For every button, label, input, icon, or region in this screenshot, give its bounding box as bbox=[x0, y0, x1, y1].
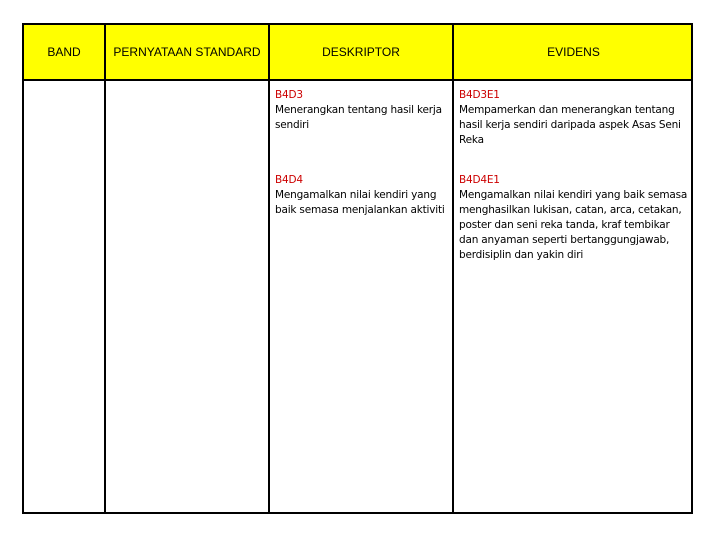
deskriptor-cell bbox=[275, 173, 447, 218]
evidens-text: Mempamerkan dan menerangkan tentang hasil kerja sendiri daripada aspek Asas Seni Reka bbox=[459, 104, 681, 146]
evidens-text: Mengamalkan nilai kendiri yang baik semasa menghasilkan lukisan, catan, arca, cetakan, poster dan seni reka tanda, kraf tembikar dan anyaman seperti bertanggungjawab, berdisiplin dan yakin diri bbox=[459, 189, 688, 261]
header-band: BAND bbox=[47, 45, 81, 59]
evidens-cell bbox=[459, 88, 691, 148]
evidens-code: B4D3E1 bbox=[459, 89, 500, 101]
deskriptor-code: B4D3 bbox=[275, 89, 303, 101]
deskriptor-code: B4D4 bbox=[275, 174, 303, 186]
header-evidens: EVIDENS bbox=[547, 45, 600, 59]
deskriptor-cell bbox=[275, 88, 447, 133]
column-divider bbox=[268, 25, 270, 512]
evidens-cell bbox=[459, 173, 691, 263]
header-deskriptor: DESKRIPTOR bbox=[322, 45, 400, 59]
column-divider bbox=[452, 25, 454, 512]
header-pernyataan-standard: PERNYATAAN STANDARD bbox=[113, 45, 261, 59]
deskriptor-text: Mengamalkan nilai kendiri yang baik semasa menjalankan aktiviti bbox=[275, 189, 445, 216]
column-divider bbox=[104, 25, 106, 512]
deskriptor-text: Menerangkan tentang hasil kerja sendiri bbox=[275, 104, 442, 131]
standard-table bbox=[22, 23, 693, 514]
evidens-code: B4D4E1 bbox=[459, 174, 500, 186]
